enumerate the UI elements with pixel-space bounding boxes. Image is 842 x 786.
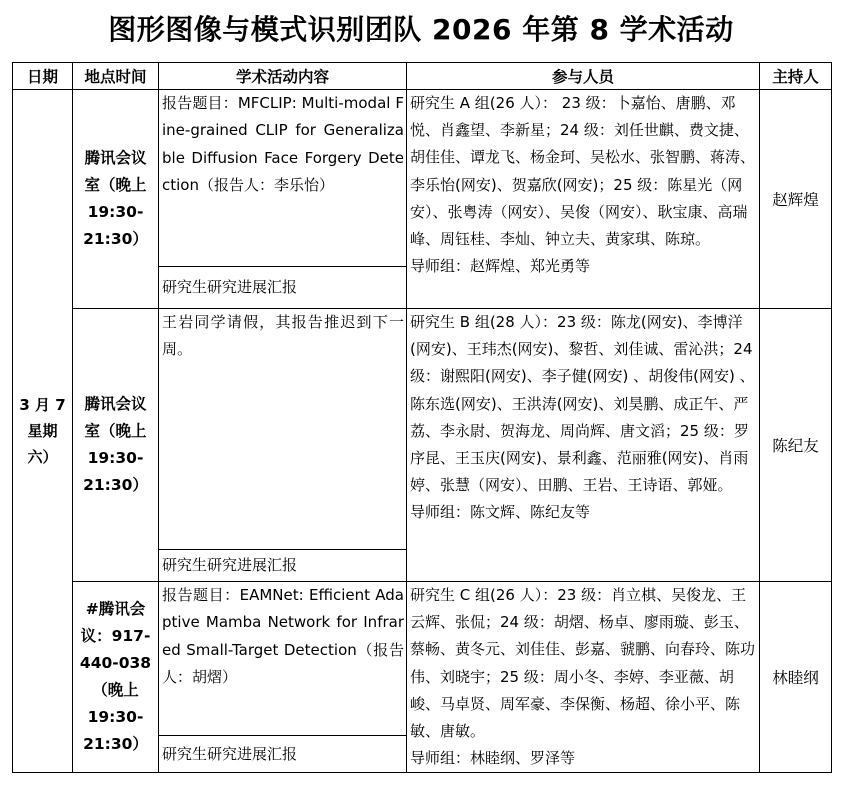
location-line: 议：917- bbox=[80, 627, 151, 646]
location-line: 21:30） bbox=[83, 735, 148, 754]
session-3-host: 林睦纲 bbox=[760, 582, 832, 773]
session-2-progress-report: 研究生研究进展汇报 bbox=[159, 550, 407, 582]
location-line: #腾讯会 bbox=[85, 600, 146, 619]
header-content: 学术活动内容 bbox=[159, 63, 407, 90]
session-2-host: 陈纪友 bbox=[760, 309, 832, 582]
location-line: （晚上 bbox=[92, 681, 139, 700]
location-line: 室（晚上 bbox=[84, 422, 147, 440]
date-cell bbox=[13, 90, 73, 773]
date-line-2: 星期 bbox=[27, 422, 58, 441]
advisors: 导师组：林睦纲、罗泽等 bbox=[410, 749, 576, 768]
schedule-table bbox=[12, 62, 832, 773]
location-line: 21:30） bbox=[83, 476, 148, 494]
header-participants: 参与人员 bbox=[407, 63, 760, 90]
advisors: 导师组：陈文辉、陈纪友等 bbox=[410, 503, 591, 522]
session-1-topic-row bbox=[13, 90, 832, 267]
location-line: 21:30） bbox=[83, 230, 148, 248]
header-location-time: 地点时间 bbox=[73, 63, 159, 90]
participants-list: 研究生 A 组(26 人）： 23 级：卜嘉怡、唐鹏、邓悦、肖鑫望、李新星；24 级：刘任世麒、费文捷、胡佳佳、谭龙飞、杨金珂、吴松水、张智鹏、蒋涛、李乐怡(网安)、贺嘉欣(网安)；25 级：陈星光（网安）、张粤涛（网安）、吴俊（网安）、耿宝康、高瑞峰、周钰桂、李灿、钟立夫、黄家琪、陈琼。 bbox=[410, 94, 756, 249]
session-3-topic-row bbox=[13, 582, 832, 736]
location-line: 19:30- bbox=[87, 203, 144, 221]
location-line: 室（晚上 bbox=[84, 176, 147, 194]
session-2-participants bbox=[407, 309, 760, 582]
session-3-participants bbox=[407, 582, 760, 773]
session-2-location bbox=[73, 309, 159, 582]
session-3-topic: 报告题目：EAMNet: Efficient Adaptive Mamba Network for Infrared Small-Target Detection（报告人：胡熠） bbox=[159, 582, 407, 736]
header-date: 日期 bbox=[13, 63, 73, 90]
header-row bbox=[13, 63, 832, 90]
participants-list: 研究生 B 组(28 人）：23 级：陈龙(网安)、李博洋(网安)、王玮杰(网安)、黎哲、刘佳诚、雷沁洪；24 级：谢熙阳(网安)、李子健(网安) 、胡俊伟(网安) 、陈东选(网安)、王洪涛(网安)、刘昊鹏、成正午、严荔、李永尉、贺海龙、周尚辉、唐文滔；25 级：罗序昆、王玉庆(网安)、景利鑫、范丽雅(网安)、肖雨婷、张慧（网安）、田鹏、王岩、王诗语、郭娅。 bbox=[410, 313, 755, 495]
location-line: 19:30- bbox=[87, 449, 144, 467]
session-2-topic: 王岩同学请假，其报告推迟到下一周。 bbox=[159, 309, 407, 550]
session-1-topic: 报告题目：MFCLIP: Multi-modal Fine-grained CLIP for Generalizable Diffusion Face Forgery Detection（报告人：李乐怡） bbox=[159, 90, 407, 267]
session-1-host: 赵辉煌 bbox=[760, 90, 832, 309]
session-1-progress-report: 研究生研究进展汇报 bbox=[159, 267, 407, 309]
page-title: 图形图像与模式识别团队 2026 年第 8 学术活动 bbox=[108, 13, 734, 46]
date-line-1: 3 月 7 bbox=[19, 396, 66, 415]
header-host: 主持人 bbox=[760, 63, 832, 90]
location-line: 腾讯会议 bbox=[84, 149, 147, 167]
session-1-participants bbox=[407, 90, 760, 309]
location-line: 19:30- bbox=[87, 708, 144, 727]
participants-list: 研究生 C 组(26 人）：23 级：肖立棋、吴俊龙、王云辉、张侃；24 级：胡熠、杨卓、廖雨璇、彭玉、蔡畅、黄冬元、刘佳佳、彭嘉、虢鹏、向春玲、陈功伟、刘晓宇；25 级：周小冬、李婷、李亚薇、胡峻、马卓贤、周军豪、李保衡、杨超、徐小平、陈敏、唐敏。 bbox=[410, 586, 756, 741]
location-line: 腾讯会议 bbox=[84, 395, 147, 413]
session-1-location bbox=[73, 90, 159, 309]
date-line-3: 六） bbox=[27, 448, 58, 467]
session-3-location bbox=[73, 582, 159, 773]
session-3-progress-report: 研究生研究进展汇报 bbox=[159, 735, 407, 773]
session-2-topic-row bbox=[13, 309, 832, 550]
advisors: 导师组：赵辉煌、郑光勇等 bbox=[410, 257, 591, 276]
location-line: 440-038 bbox=[79, 654, 152, 673]
